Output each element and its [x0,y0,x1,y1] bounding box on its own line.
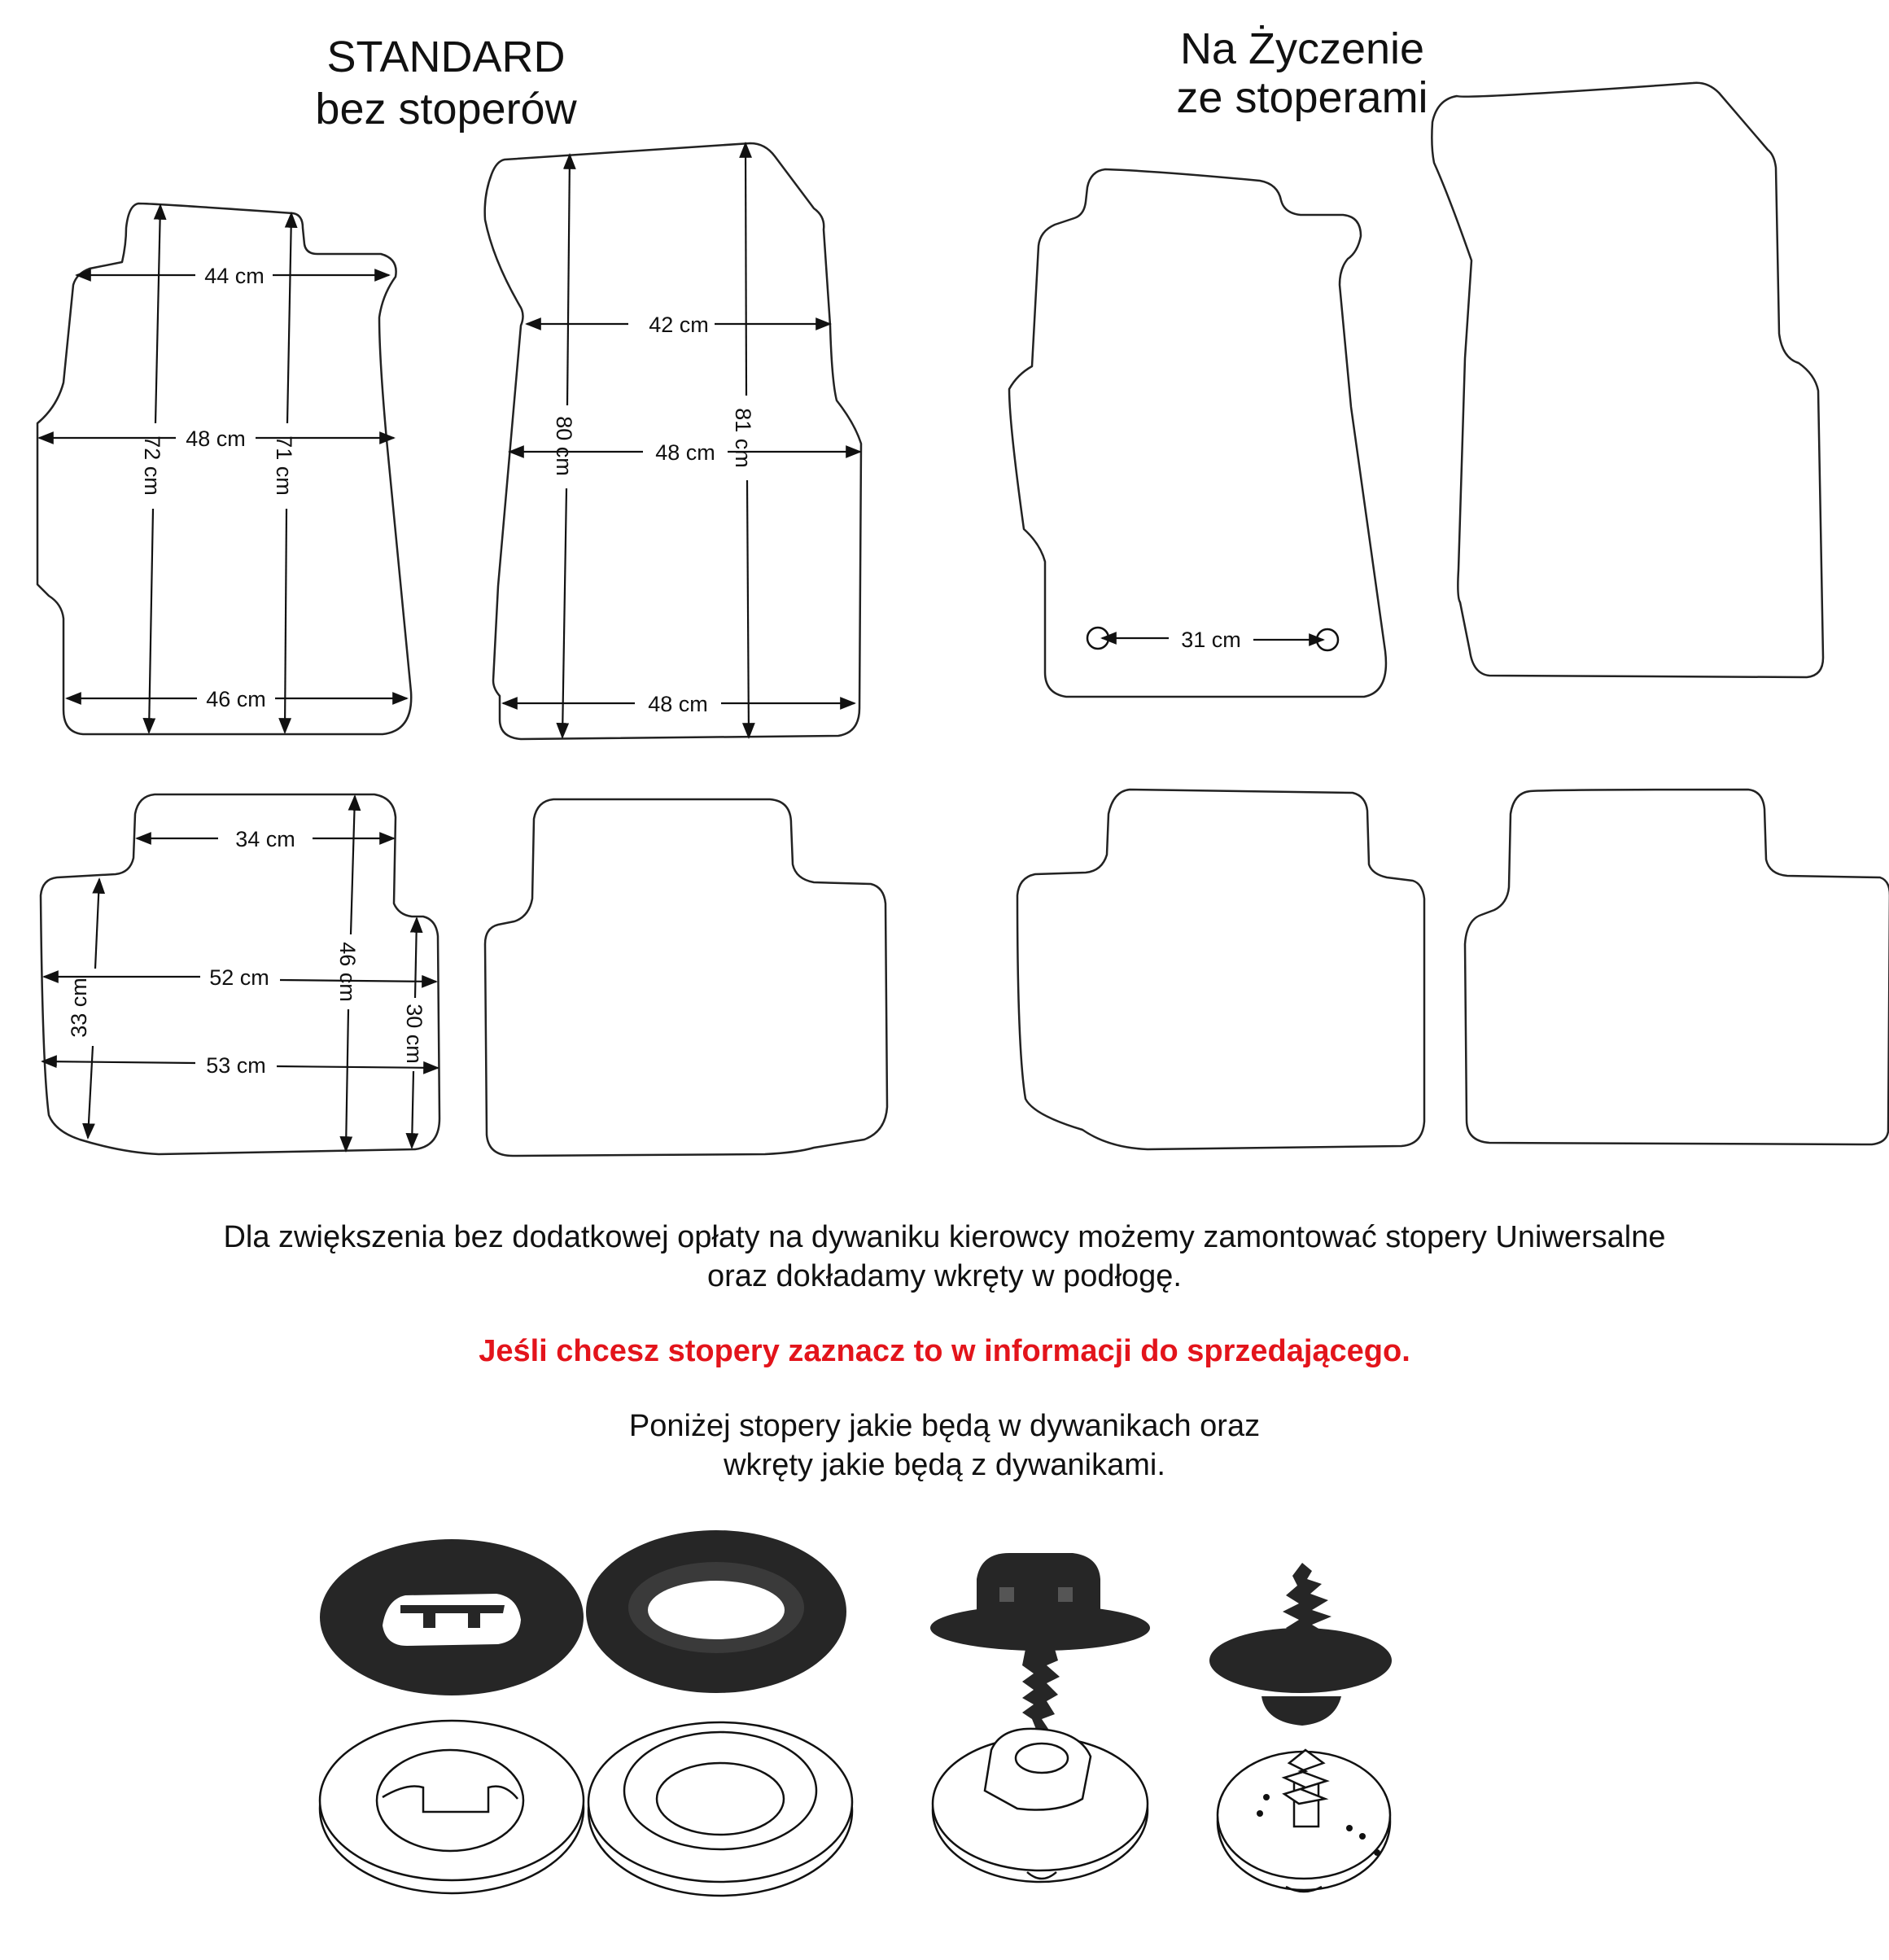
info-line-2: oraz dokładamy wkręty w podłogę. [707,1259,1182,1293]
dim-rear-left-left-height: 33 cm [67,978,91,1038]
stopper-screw-disc-photo [1209,1563,1392,1726]
dim-rear-left-bottom: 53 cm [206,1053,266,1078]
mat-custom-front-right [1432,83,1823,677]
dim-front-left-bottom: 46 cm [206,687,266,711]
dim-front-left-top: 44 cm [204,264,265,288]
dim-front-right-top: 42 cm [649,313,709,337]
stopper-screw-disc-drawing [1218,1750,1390,1892]
dim-front-right-bottom: 48 cm [648,692,708,716]
dim-front-left-left-height: 72 cm [140,435,164,496]
mat-custom-rear-right [1465,790,1889,1144]
mat-rear-right [485,799,887,1156]
header-custom-line1: Na Życzenie [1179,24,1425,73]
header-standard-line1: STANDARD [326,33,566,81]
mat-custom-front-left [1009,169,1386,697]
dim-front-left-mid: 48 cm [186,427,246,451]
dim-front-left-right-height: 71 cm [272,435,296,496]
mat-custom-rear-left [1017,790,1424,1149]
stopper-oval-ring-photo [320,1539,584,1695]
dim-rear-left-mid: 52 cm [209,965,269,990]
dim-rear-left-center-height: 46 cm [335,942,360,1002]
dim-stopper-spacing: 31 cm [1181,628,1241,652]
dim-front-right-right-height: 81 cm [731,408,755,468]
stopper-oval-ring-drawing [320,1721,584,1893]
info-line-1: Dla zwiększenia bez dodatkowej opłaty na dywaniku kierowcy możemy zamontować stopery Uniwersalne [223,1220,1666,1254]
stopper-oval-frame-photo [586,1530,846,1693]
header-standard-line2: bez stoperów [315,85,577,133]
dim-front-right-left-height: 80 cm [552,416,576,476]
below-line-1: Poniżej stopery jakie będą w dywanikach oraz [628,1409,1261,1443]
dim-rear-left-top: 34 cm [235,827,295,851]
stopper-clip-photo [930,1553,1150,1735]
dim-front-right-mid: 48 cm [655,440,715,465]
header-custom-line2: ze stoperami [1176,73,1428,122]
dim-rear-left-right-height: 30 cm [402,1004,426,1064]
stopper-oval-frame-drawing [588,1722,852,1896]
warning-text: Jeśli chcesz stopery zaznacz to w informacji do sprzedającego. [479,1334,1410,1368]
below-line-2: wkręty jakie będą z dywanikami. [724,1448,1165,1482]
stopper-clip-drawing [933,1729,1148,1882]
